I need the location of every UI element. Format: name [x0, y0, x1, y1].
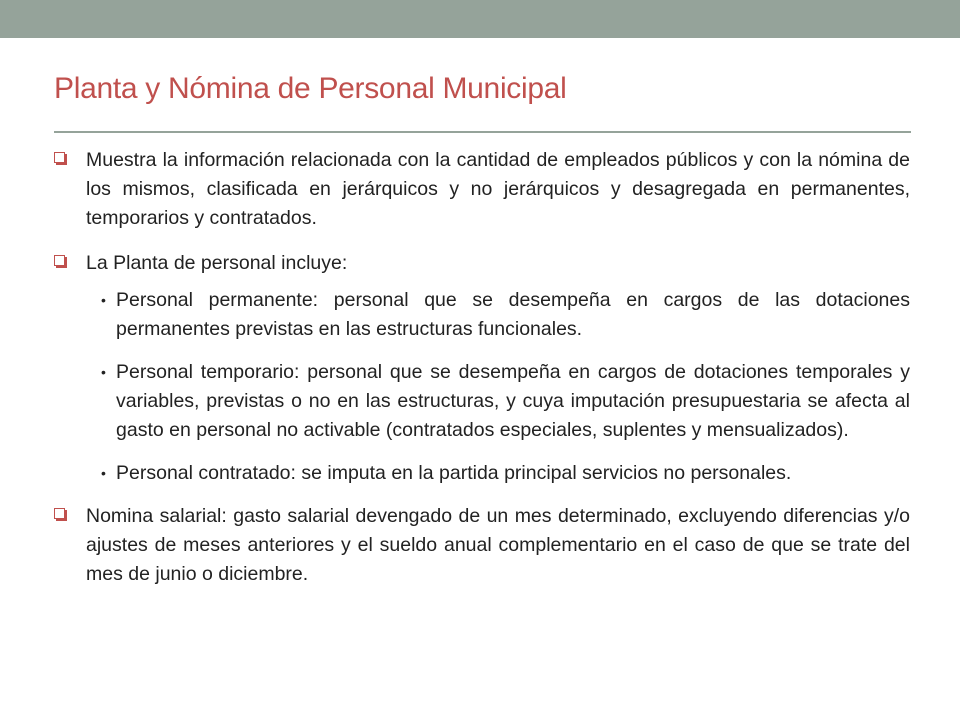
sub-list: [54, 286, 910, 488]
slide-title: Planta y Nómina de Personal Municipal: [54, 72, 567, 105]
top-bar: [0, 0, 960, 38]
sub-list-item: [101, 286, 910, 344]
sub-list-item: [101, 358, 910, 445]
sub-list-item-text: Personal permanente: personal que se desempeña en cargos de las dotaciones permanentes previstas en las estructuras funcionales.: [116, 289, 910, 340]
title-divider: [54, 131, 911, 133]
checkbox-bullet-icon: [54, 255, 65, 266]
list-item-text: Nomina salarial: gasto salarial devengado de un mes determinado, excluyendo diferencias y/o ajustes de meses anteriores y el sueldo anual complementario en el caso de que se trate del mes de junio o diciembre.: [86, 505, 910, 585]
bullet-dot-icon: •: [101, 465, 106, 481]
slide-content: [54, 146, 910, 605]
list-item: [54, 146, 910, 233]
sub-list-item-text: Personal contratado: se imputa en la partida principal servicios no personales.: [116, 462, 792, 484]
list-item-text: La Planta de personal incluye:: [86, 252, 348, 274]
list-item: [54, 249, 910, 278]
list-item-text: Muestra la información relacionada con la cantidad de empleados públicos y con la nómina de los mismos, clasificada en jerárquicos y no jerárquicos y desagregada en permanentes, temporarios y contratados.: [86, 149, 910, 229]
bullet-dot-icon: •: [101, 364, 106, 380]
bullet-dot-icon: •: [101, 292, 106, 308]
checkbox-bullet-icon: [54, 508, 65, 519]
sub-list-item-text: Personal temporario: personal que se desempeña en cargos de dotaciones temporales y variables, previstas o no en las estructuras, y cuya imputación presupuestaria se afecta al gasto en personal no activable (contratados especiales, suplentes y mensualizados).: [116, 361, 910, 441]
sub-list-item: [101, 459, 910, 488]
checkbox-bullet-icon: [54, 152, 65, 163]
list-item: [54, 502, 910, 589]
